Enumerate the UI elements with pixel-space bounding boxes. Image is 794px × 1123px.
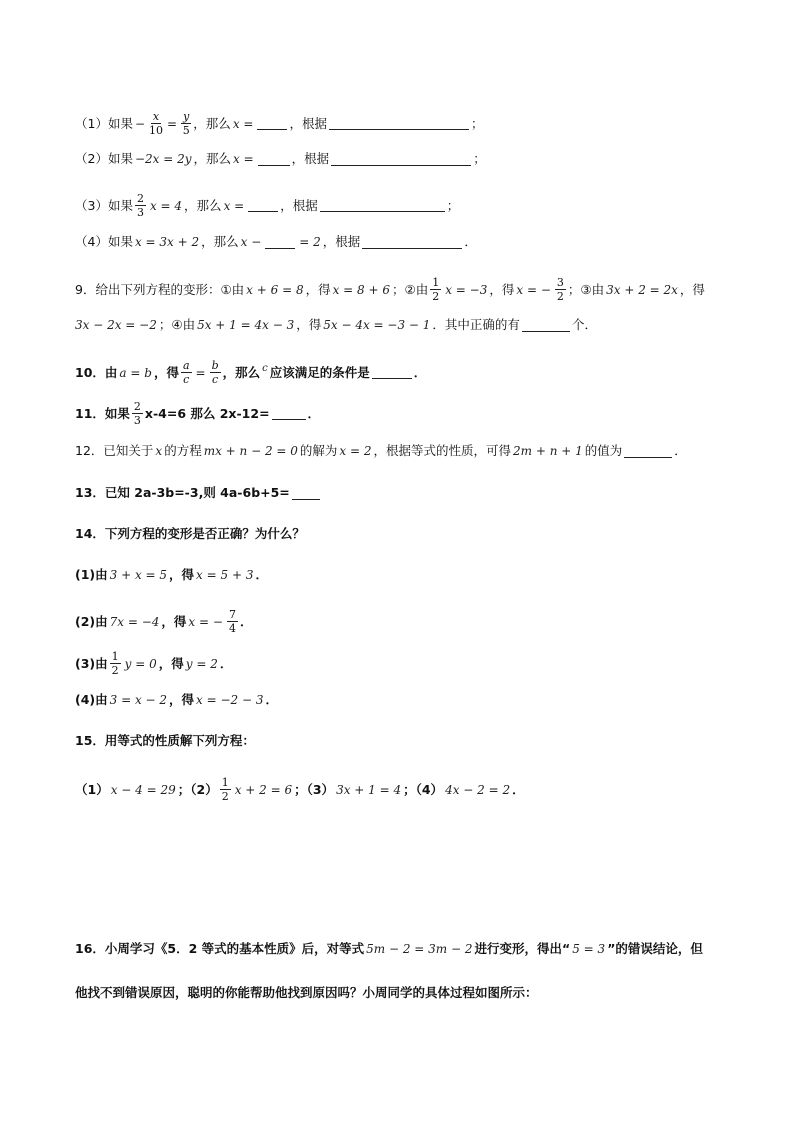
math-expr: x = 5 + 3 [196, 568, 254, 582]
text: ． [219, 655, 233, 671]
math-expr: x + 6 = 8 [246, 282, 304, 297]
text: 他找不到错误原因，聪明的你能帮助他找到原因吗？小周同学的具体过程如图所示： [75, 985, 538, 1000]
q9-line1 [75, 276, 705, 303]
math-expr: 4x − 2 = 2 [445, 782, 511, 797]
reason-blank[interactable] [331, 153, 471, 166]
math-expr: 7x = −4 [109, 614, 160, 629]
reason-blank[interactable] [320, 199, 445, 212]
numerator: y [183, 110, 190, 123]
denominator: 2 [111, 664, 119, 677]
answer-blank[interactable] [265, 236, 295, 249]
math-expr: x = 8 + 6 [332, 282, 390, 297]
text: ，根据 [289, 115, 327, 131]
math-expr: = 2 [299, 235, 321, 249]
denominator: 2 [556, 290, 564, 303]
text: ． [413, 364, 427, 380]
math-expr: x + 2 = 6 [234, 782, 293, 797]
denominator: 5 [182, 124, 190, 137]
text: ； [473, 151, 486, 166]
text: 10．由 [75, 364, 118, 380]
text: ；③由 [567, 281, 605, 297]
math-expr: mx + n − 2 = 0 [203, 444, 298, 458]
denominator: c [212, 373, 219, 386]
q15-equations [75, 776, 525, 803]
numerator: 7 [228, 608, 236, 621]
math-expr: a = b [119, 365, 152, 380]
text: （1） [75, 781, 109, 797]
q14-part3 [75, 650, 232, 677]
math-expr: x = [223, 198, 245, 213]
question-title: 15．用等式的性质解下列方程： [75, 733, 255, 748]
math-expr: x = 2 [339, 444, 372, 458]
numerator: 2 [136, 192, 144, 205]
q8-part1 [75, 110, 483, 137]
math-expr: x = −2 − 3 [196, 693, 264, 707]
math-var: x [155, 444, 163, 458]
math-expr: 5m − 2 = 3m − 2 [366, 942, 473, 956]
text: ，那么 [193, 115, 231, 131]
text: （2）如果 [75, 151, 133, 166]
text: ． [265, 692, 279, 707]
math-expr: x − 4 = 29 [110, 782, 176, 797]
fraction-2-over-3 [132, 400, 143, 427]
math-expr: x = − [516, 282, 551, 297]
text: 的方程 [164, 443, 202, 458]
answer-blank[interactable] [372, 366, 412, 379]
text: ，那么 [184, 197, 222, 213]
math-expr: 2m + n + 1 [513, 444, 583, 458]
text: 13．已知 2a-3b=-3,则 4a-6b+5= [75, 485, 290, 500]
math-expr: 3 + x = 5 [109, 568, 168, 582]
text: ，根据 [322, 234, 361, 249]
reason-blank[interactable] [329, 117, 469, 130]
fraction-b-over-c [210, 359, 221, 386]
fraction-7-over-4 [227, 608, 238, 635]
fraction-2-over-3 [135, 192, 146, 219]
math-expr: 3x + 1 = 4 [336, 782, 402, 797]
math-expr: −2x = 2y [134, 152, 192, 166]
text: 11．如果 [75, 405, 130, 421]
text: 的解为 [299, 443, 338, 458]
reason-blank[interactable] [362, 236, 462, 249]
text: ，根据 [291, 151, 330, 166]
text: ． [239, 613, 253, 629]
minus-sign: − [134, 116, 146, 131]
numerator: a [182, 359, 190, 372]
text: ，根据等式的性质，可得 [373, 443, 512, 458]
text: ． [512, 781, 525, 797]
text: （1）如果 [75, 115, 133, 131]
math-expr: x = 4 [149, 198, 183, 213]
text: ，得 [153, 364, 179, 380]
q11 [75, 400, 320, 427]
text: 的值为 [584, 443, 623, 458]
numerator: x [152, 110, 160, 123]
text: ． [255, 567, 268, 582]
fraction-1-over-2 [110, 650, 121, 677]
q9-line2 [75, 317, 597, 333]
numerator: b [211, 359, 219, 372]
q14-part1 [75, 567, 268, 583]
math-expr: x = − [188, 614, 223, 629]
text: x-4=6 那么 2x-12= [144, 405, 270, 421]
answer-blank[interactable] [272, 407, 306, 420]
text: ；（3） [294, 781, 335, 797]
text: ； [446, 197, 460, 213]
text: ． [307, 405, 321, 421]
text: （3）如果 [75, 197, 133, 213]
denominator: 4 [228, 622, 236, 635]
numerator: 1 [432, 276, 440, 289]
text: (3)由 [75, 655, 108, 671]
answer-blank[interactable] [292, 487, 320, 500]
math-var: c [262, 362, 268, 374]
text: (2)由 [75, 613, 108, 629]
math-expr: y = 2 [185, 656, 218, 671]
question-title: 14．下列方程的变形是否正确？为什么？ [75, 526, 305, 541]
q16-line2 [75, 985, 538, 1001]
math-expr: x − [240, 235, 262, 249]
text: 应该满足的条件是 [269, 364, 370, 380]
math-expr: x = [232, 116, 254, 131]
fraction-a-over-c [181, 359, 192, 386]
text: ；②由 [392, 281, 429, 297]
text: ．其中正确的有 [432, 317, 520, 332]
text: ，得 [305, 281, 331, 297]
text: ，根据 [280, 197, 318, 213]
text: ，得 [679, 281, 705, 297]
text: ，得 [169, 692, 195, 707]
text: 12．已知关于 [75, 443, 154, 458]
q16-line1 [75, 941, 703, 957]
q14-part4 [75, 692, 278, 708]
text: ． [674, 443, 687, 458]
math-expr: 5x + 1 = 4x − 3 [197, 318, 295, 332]
text: ；④由 [158, 317, 196, 332]
equals-sign: = [167, 116, 178, 131]
denominator: 3 [133, 414, 141, 427]
math-expr: 3x + 2 = 2x [606, 282, 678, 297]
text: ； [470, 115, 484, 131]
q12 [75, 443, 687, 459]
text: ，得 [158, 655, 184, 671]
denominator: c [183, 373, 190, 386]
math-expr: 3 = x − 2 [109, 693, 168, 707]
text: (4)由 [75, 692, 108, 707]
answer-blank[interactable] [248, 199, 278, 212]
q10 [75, 359, 426, 386]
numerator: 3 [556, 276, 564, 289]
text: ；（4） [403, 781, 444, 797]
equals-sign: = [195, 365, 206, 380]
q8-part2 [75, 151, 486, 167]
text: ，得 [161, 613, 187, 629]
q8-part4 [75, 234, 477, 250]
text: 16．小周学习《5．2 等式的基本性质》后，对等式 [75, 941, 365, 956]
math-expr: y = 0 [124, 656, 157, 671]
text: ，那么 [193, 151, 232, 166]
q13 [75, 485, 322, 501]
text: 个． [571, 317, 597, 332]
fraction-1-over-2 [430, 276, 441, 303]
text: （4）如果 [75, 234, 133, 249]
math-expr: 5x − 4x = −3 − 1 [323, 318, 431, 332]
text: ”的错误结论，但 [607, 941, 703, 956]
numerator: 1 [221, 776, 229, 789]
fraction-1-over-2 [220, 776, 231, 803]
text: ． [464, 234, 477, 249]
math-expr: x = 3x + 2 [134, 235, 200, 249]
math-expr: x = [233, 152, 254, 166]
math-expr: 5 = 3 [572, 942, 606, 956]
answer-blank[interactable] [258, 153, 290, 166]
q14-part2 [75, 608, 252, 635]
text: 9．给出下列方程的变形：①由 [75, 281, 245, 297]
math-expr: x = −3 [445, 282, 488, 297]
denominator: 10 [149, 124, 164, 137]
fraction-3-over-2 [555, 276, 566, 303]
q15-title [75, 733, 255, 749]
numerator: 1 [111, 650, 119, 663]
answer-blank[interactable] [257, 117, 287, 130]
answer-blank[interactable] [522, 319, 570, 332]
denominator: 3 [136, 206, 144, 219]
answer-blank[interactable] [624, 445, 672, 458]
text: ，得 [489, 281, 515, 297]
fraction-x-over-10 [149, 110, 163, 137]
text: ，那么 [222, 364, 261, 380]
text: 进行变形，得出“ [474, 941, 571, 956]
text: ，那么 [201, 234, 239, 249]
text: ；（2） [177, 781, 218, 797]
text: ，得 [169, 567, 195, 582]
text: ，得 [296, 317, 322, 332]
q14-title [75, 526, 305, 542]
numerator: 2 [133, 400, 141, 413]
denominator: 2 [221, 790, 229, 803]
denominator: 2 [432, 290, 440, 303]
text: (1)由 [75, 567, 108, 582]
fraction-y-over-5 [181, 110, 191, 137]
q8-part3 [75, 192, 459, 219]
math-expr: 3x − 2x = −2 [75, 318, 157, 332]
